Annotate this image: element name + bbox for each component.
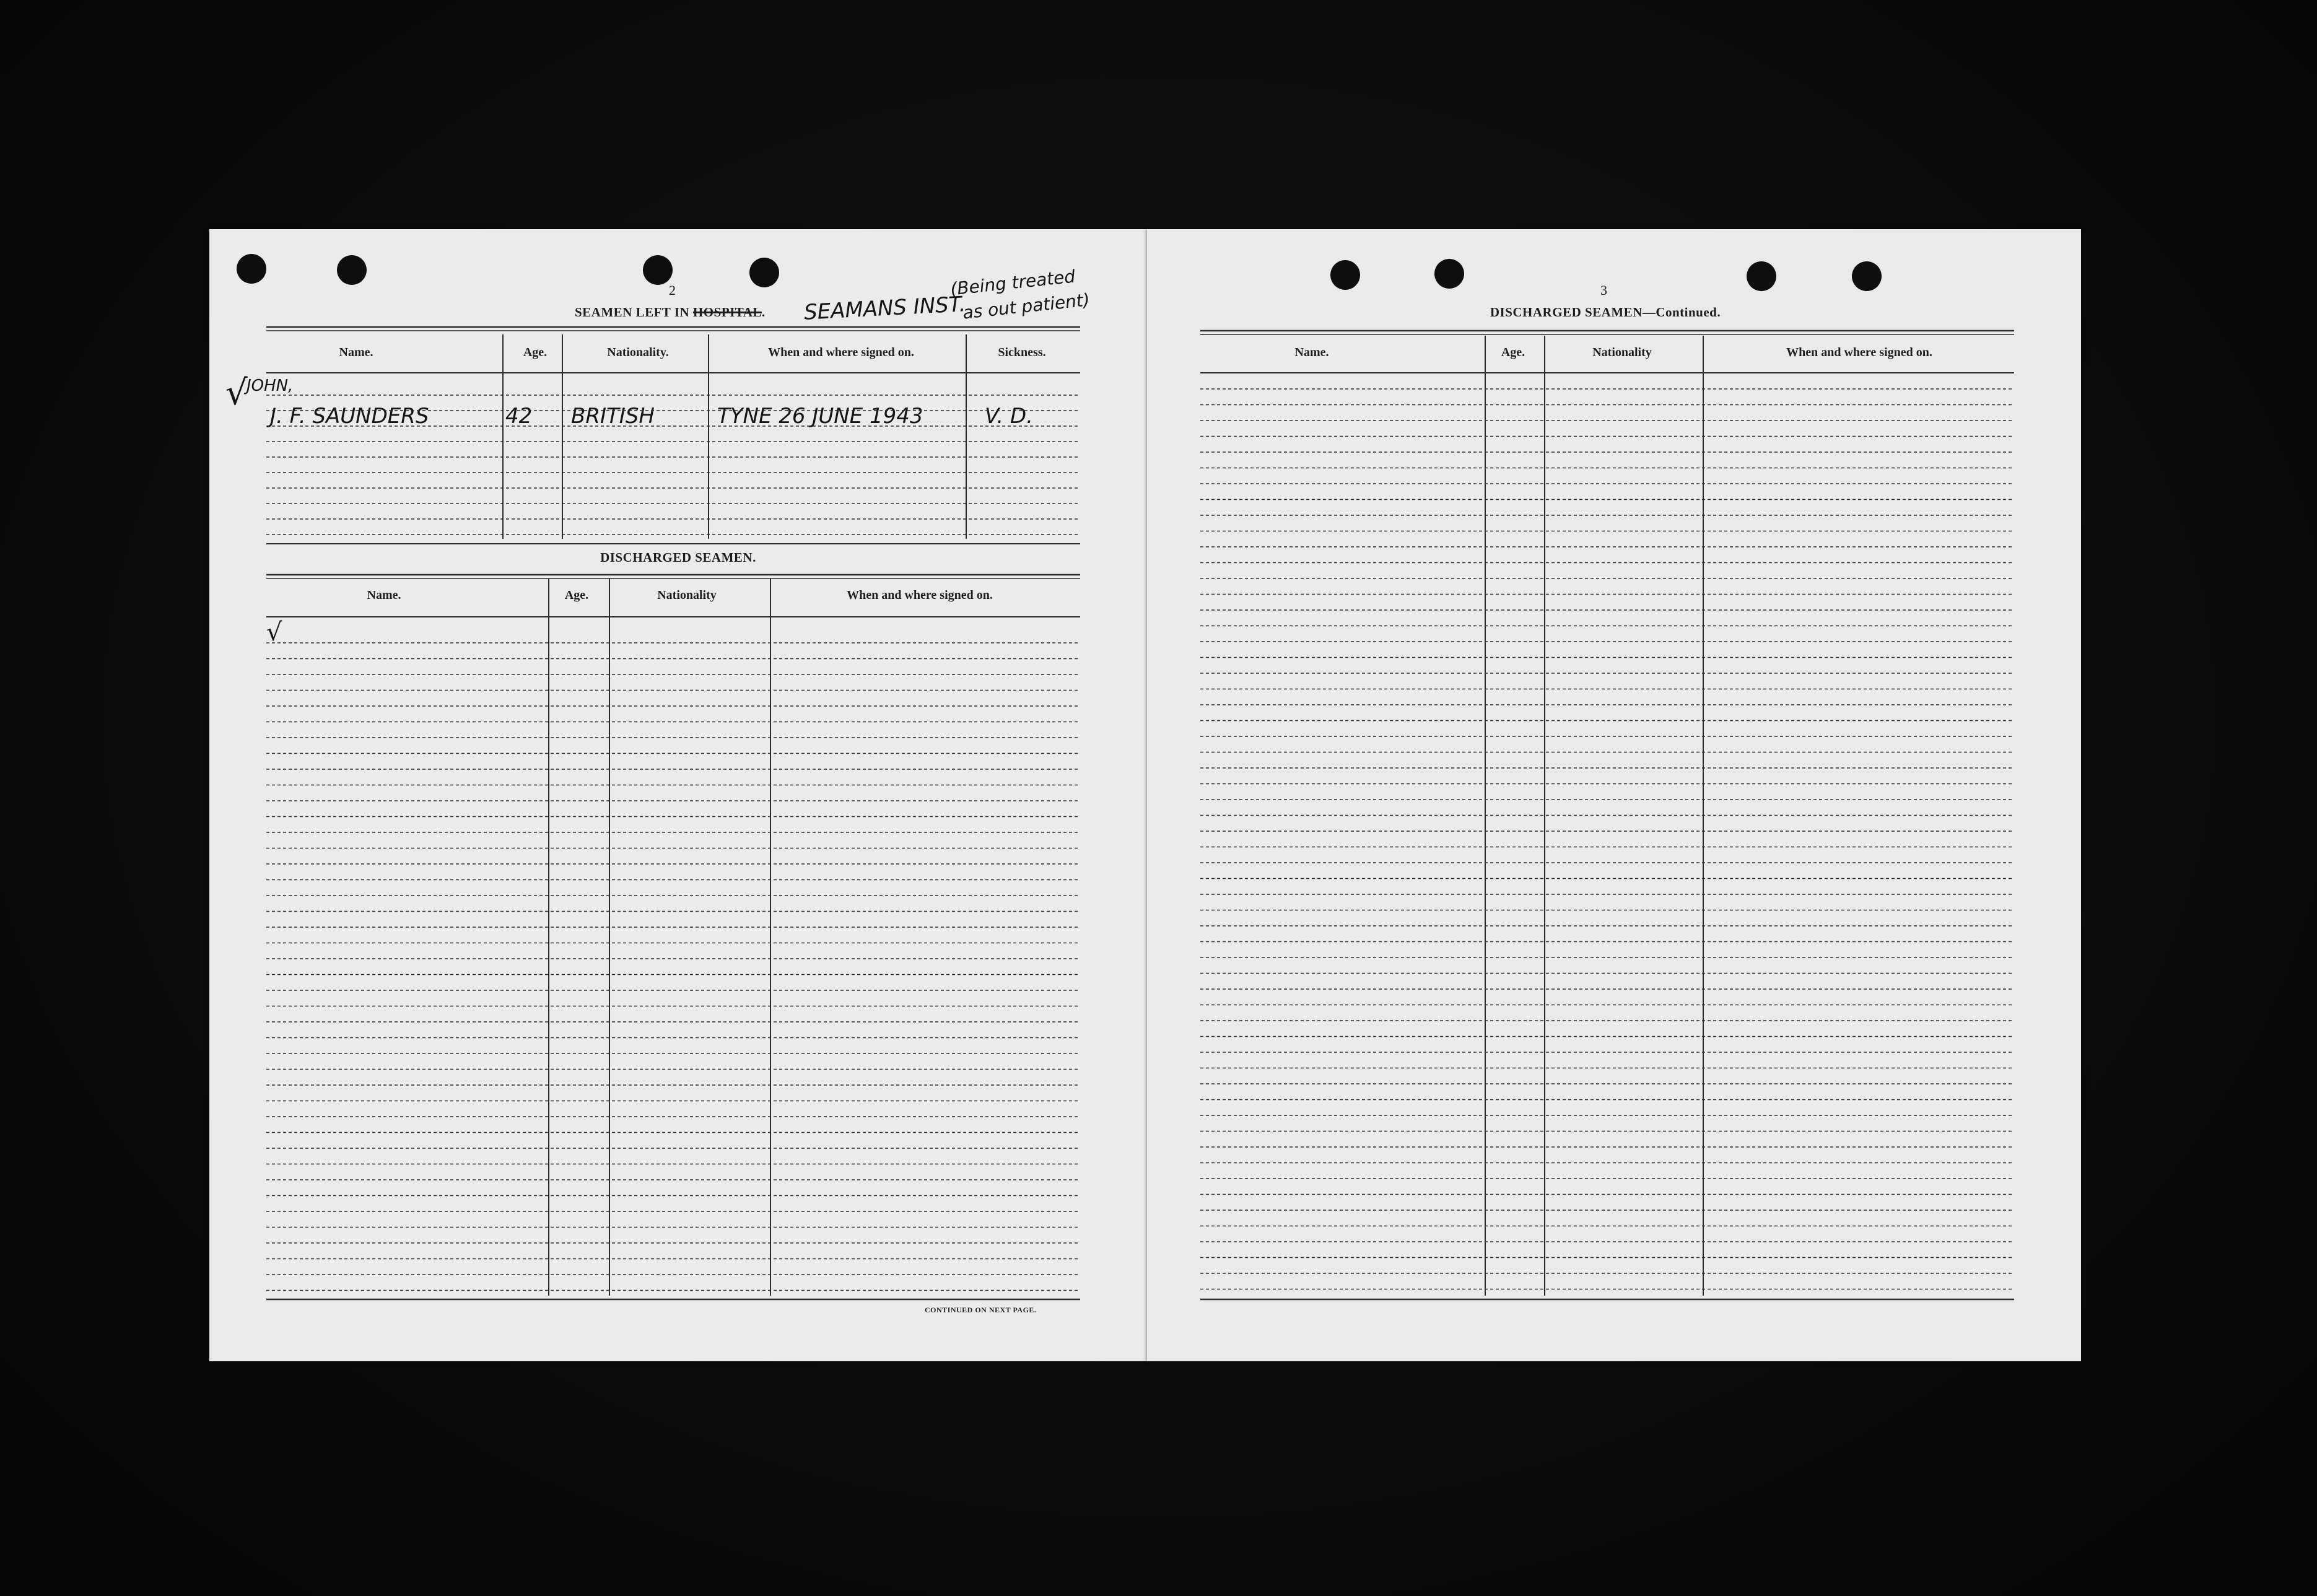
col-head-age: Age. (1501, 346, 1525, 359)
page-number: 3 (1600, 282, 1607, 298)
entry-signed-on: TYNE 26 JUNE 1943 (717, 404, 923, 429)
right-form-rules (1147, 229, 2081, 1361)
page-number: 2 (669, 282, 676, 298)
col-head-sickness: Sickness. (998, 346, 1046, 359)
discharged-heading: DISCHARGED SEAMEN. (600, 550, 756, 565)
entry-nationality: BRITISH (571, 404, 655, 429)
col-head-nationality: Nationality. (607, 346, 669, 359)
col-head-nationality: Nationality (1592, 346, 1652, 359)
handwritten-note-line2: as out patient) (961, 289, 1091, 323)
continued-heading: DISCHARGED SEAMEN—Continued. (1490, 305, 1721, 320)
entry-age: 42 (505, 404, 533, 429)
col-head-signed-on: When and where signed on. (1786, 346, 1932, 359)
entry-name-prefix: JOHN, (247, 377, 294, 395)
tick-mark: √ (225, 373, 248, 413)
heading-prefix: SEAMEN LEFT IN (575, 305, 690, 320)
left-page (209, 229, 1147, 1361)
col-head-name: Name. (339, 346, 373, 359)
left-form-rules (209, 229, 1147, 1361)
handwritten-note-line1: (Being treated (949, 266, 1076, 300)
col-head-age: Age. (523, 346, 548, 359)
col-head-signed-on: When and where signed on. (768, 346, 914, 359)
heading-dot: . (761, 305, 766, 320)
handwritten-seamans-inst: SEAMANS INST. (803, 292, 967, 325)
right-page (1147, 229, 2081, 1361)
continued-note: CONTINUED ON NEXT PAGE. (925, 1306, 1037, 1314)
entry-name: J. F. SAUNDERS (270, 404, 429, 429)
col-head-name: Name. (367, 588, 401, 602)
col-head-age: Age. (564, 588, 589, 602)
entry-sickness: V. D. (985, 404, 1033, 429)
col-head-signed-on: When and where signed on. (847, 588, 993, 602)
col-head-nationality: Nationality (657, 588, 717, 602)
col-head-name: Name. (1294, 346, 1329, 359)
heading-struck-word: HOSPITAL (692, 305, 762, 320)
discharged-tick-mark: √ (266, 618, 282, 647)
